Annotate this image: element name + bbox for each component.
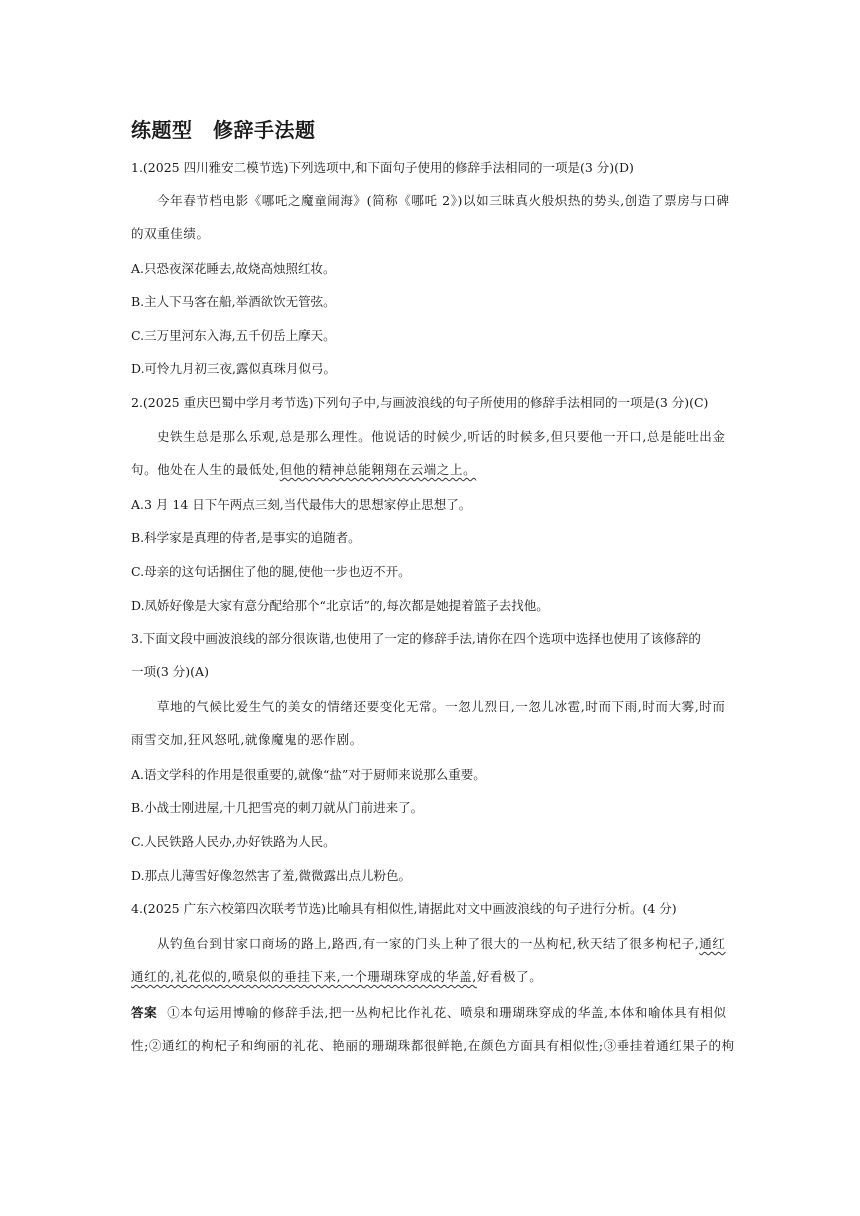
q4-passage-plain-2: 好看极了。 xyxy=(476,969,543,984)
q4-passage-plain-1: 从钓鱼台到甘家口商场的路上,路西,有一家的门头上种了很大的一丛枸杞,秋天结了很多枸杞子, xyxy=(157,936,700,951)
q4-answer-line-2: 性;②通红的枸杞子和绚丽的礼花、艳丽的珊瑚珠都很鲜艳,在颜色方面具有相似性;③垂挂着通红果子的枸 xyxy=(131,1038,735,1053)
q2-wavy-sentence: 但他的精神总能翱翔在云端之上。 xyxy=(279,462,477,477)
q3-option-a: A.语文学科的作用是很重要的,就像“盐”对于厨师来说那么重要。 xyxy=(131,767,486,782)
q2-option-d: D.凤娇好像是大家有意分配给那个“北京话”的,每次都是她提着篮子去找他。 xyxy=(131,598,549,613)
q2-passage-line-2 xyxy=(131,460,731,480)
q3-option-c: C.人民铁路人民办,办好铁路为人民。 xyxy=(131,834,336,849)
q4-answer-line-1 xyxy=(131,1003,731,1023)
q4-passage-line-2 xyxy=(131,967,731,987)
q2-passage-line-1: 史铁生总是那么乐观,总是那么理性。他说话的时候少,听话的时候多,但只要他一开口,总是能吐出金 xyxy=(157,429,726,444)
q1-option-a: A.只恐夜深花睡去,故烧高烛照红妆。 xyxy=(131,261,336,276)
q4-passage-line-1 xyxy=(157,934,757,954)
q1-option-b: B.主人下马客在船,举酒欲饮无管弦。 xyxy=(131,294,336,309)
answer-label: 答案 xyxy=(131,1005,158,1020)
q2-stem: 2.(2025 重庆巴蜀中学月考节选)下列句子中,与画波浪线的句子所使用的修辞手法相同的一项是(3 分)(C) xyxy=(131,395,709,410)
page-title: 练题型 修辞手法题 xyxy=(131,118,316,142)
q2-passage-plain: 句。他处在人生的最低处, xyxy=(131,462,280,477)
q1-option-c: C.三万里河东入海,五千仞岳上摩天。 xyxy=(131,328,336,343)
q2-option-a: A.3 月 14 日下午两点三刻,当代最伟大的思想家停止思想了。 xyxy=(131,497,472,512)
q1-stem: 1.(2025 四川雅安二模节选)下列选项中,和下面句子使用的修辞手法相同的一项是(3 分)(D) xyxy=(131,160,634,175)
q3-passage-line-2: 雨雪交加,狂风怒吼,就像魔鬼的恶作剧。 xyxy=(131,732,363,747)
q4-wavy-sentence: 通红的,礼花似的,喷泉似的垂挂下来,一个珊瑚珠穿成的华盖, xyxy=(131,969,477,984)
q3-stem-line-1: 3.下面文段中画波浪线的部分很诙谐,也使用了一定的修辞手法,请你在四个选项中选择也使用了该修辞的 xyxy=(131,631,701,646)
q4-stem: 4.(2025 广东六校第四次联考节选)比喻具有相似性,请据此对文中画波浪线的句子进行分析。(4 分) xyxy=(131,901,677,916)
q1-option-d: D.可怜九月初三夜,露似真珠月似弓。 xyxy=(131,361,337,376)
q2-option-b: B.科学家是真理的侍者,是事实的追随者。 xyxy=(131,530,361,545)
q2-option-c: C.母亲的这句话捆住了他的腿,使他一步也迈不开。 xyxy=(131,564,411,579)
q3-option-b: B.小战士刚进屋,十几把雪亮的刺刀就从门前进来了。 xyxy=(131,800,424,815)
q1-passage-line-1: 今年春节档电影《哪吒之魔童闹海》(简称《哪吒 2》)以如三昧真火般炽热的势头,创造了票房与口碑 xyxy=(157,193,730,208)
q3-option-d: D.那点儿薄雪好像忽然害了羞,微微露出点儿粉色。 xyxy=(131,868,412,883)
q4-answer-text-1: ①本句运用博喻的修辞手法,把一丛枸杞比作礼花、喷泉和珊瑚珠穿成的华盖,本体和喻体具有相似 xyxy=(167,1005,727,1020)
q3-stem-line-2: 一项(3 分)(A) xyxy=(131,664,209,679)
q1-passage-line-2: 的双重佳绩。 xyxy=(131,226,210,241)
q4-wavy-start: 通红 xyxy=(699,936,726,951)
q3-passage-line-1: 草地的气候比爱生气的美女的情绪还要变化无常。一忽儿烈日,一忽儿冰雹,时而下雨,时而大雾,时而 xyxy=(157,699,726,714)
